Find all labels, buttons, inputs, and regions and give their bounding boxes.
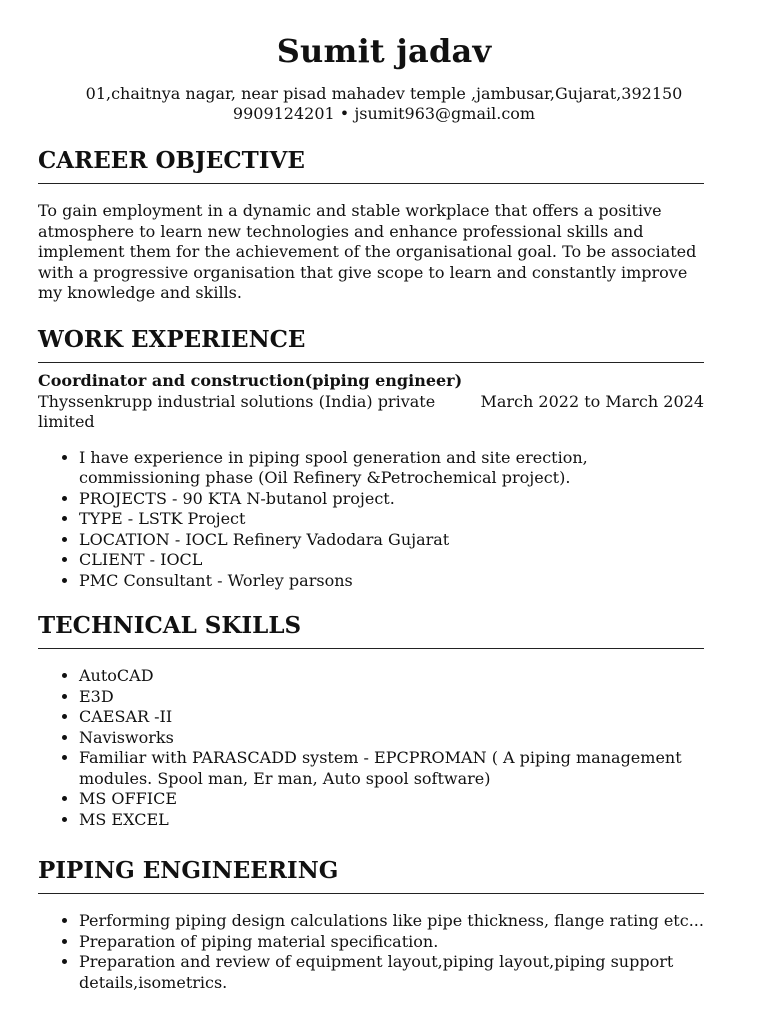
career-objective-text: To gain employment in a dynamic and stable workplace that offers a positive atmosphere to learn new technologies and enhance professional skills and implement them for the achievement of the organisational goal. To be associated with a progressive organisation that give scope to learn and constantly improve my knowledge and skills.	[38, 201, 697, 302]
list-item: • Familiar with PARASCADD system - EPCPROMAN ( A piping management modules. Spool man, Er man, Auto spool software)	[79, 748, 704, 789]
work-experience-list	[38, 448, 704, 592]
career-objective-section	[38, 148, 704, 304]
contact-block	[0, 84, 768, 124]
list-item: • CAESAR -II	[79, 707, 704, 728]
list-item: • Preparation of piping material specification.	[79, 932, 704, 953]
work-experience-heading: WORK EXPERIENCE	[38, 327, 704, 363]
job-dates: March 2022 to March 2024	[480, 391, 704, 411]
list-item: • PMC Consultant - Worley parsons	[79, 571, 704, 592]
list-item: • MS EXCEL	[79, 810, 704, 831]
list-item: • MS OFFICE	[79, 789, 704, 810]
list-item: • I have experience in piping spool generation and site erection, commissioning phase (Oil Refinery &Petrochemical project).	[79, 448, 704, 489]
career-objective-heading: CAREER OBJECTIVE	[38, 148, 704, 184]
phone-email-line: 9909124201 • jsumit963@gmail.com	[232, 104, 536, 123]
list-item: • Preparation and review of equipment layout,piping layout,piping support details,isometrics.	[79, 952, 704, 993]
job-company-row	[38, 392, 704, 433]
list-item: • Performing piping design calculations like pipe thickness, flange rating etc...	[79, 911, 704, 932]
technical-skills-heading: TECHNICAL SKILLS	[38, 613, 704, 649]
piping-engineering-section	[38, 858, 704, 993]
technical-skills-list	[38, 666, 704, 830]
job-company: Thyssenkrupp industrial solutions (India) private limited	[38, 391, 436, 431]
candidate-name: Sumit jadav	[276, 32, 492, 70]
list-item: • AutoCAD	[79, 666, 704, 687]
job-title: Coordinator and construction(piping engineer)	[38, 371, 463, 390]
work-experience-section	[38, 327, 704, 591]
list-item: • TYPE - LSTK Project	[79, 509, 704, 530]
technical-skills-section	[38, 613, 704, 830]
list-item: • LOCATION - IOCL Refinery Vadodara Gujarat	[79, 530, 704, 551]
list-item: • CLIENT - IOCL	[79, 550, 704, 571]
list-item: • PROJECTS - 90 KTA N-butanol project.	[79, 489, 704, 510]
list-item: • E3D	[79, 687, 704, 708]
address-line: 01,chaitnya nagar, near pisad mahadev temple ,jambusar,Gujarat,392150	[85, 84, 683, 103]
piping-engineering-heading: PIPING ENGINEERING	[38, 858, 704, 894]
piping-engineering-list	[38, 911, 704, 993]
list-item: • Navisworks	[79, 728, 704, 749]
